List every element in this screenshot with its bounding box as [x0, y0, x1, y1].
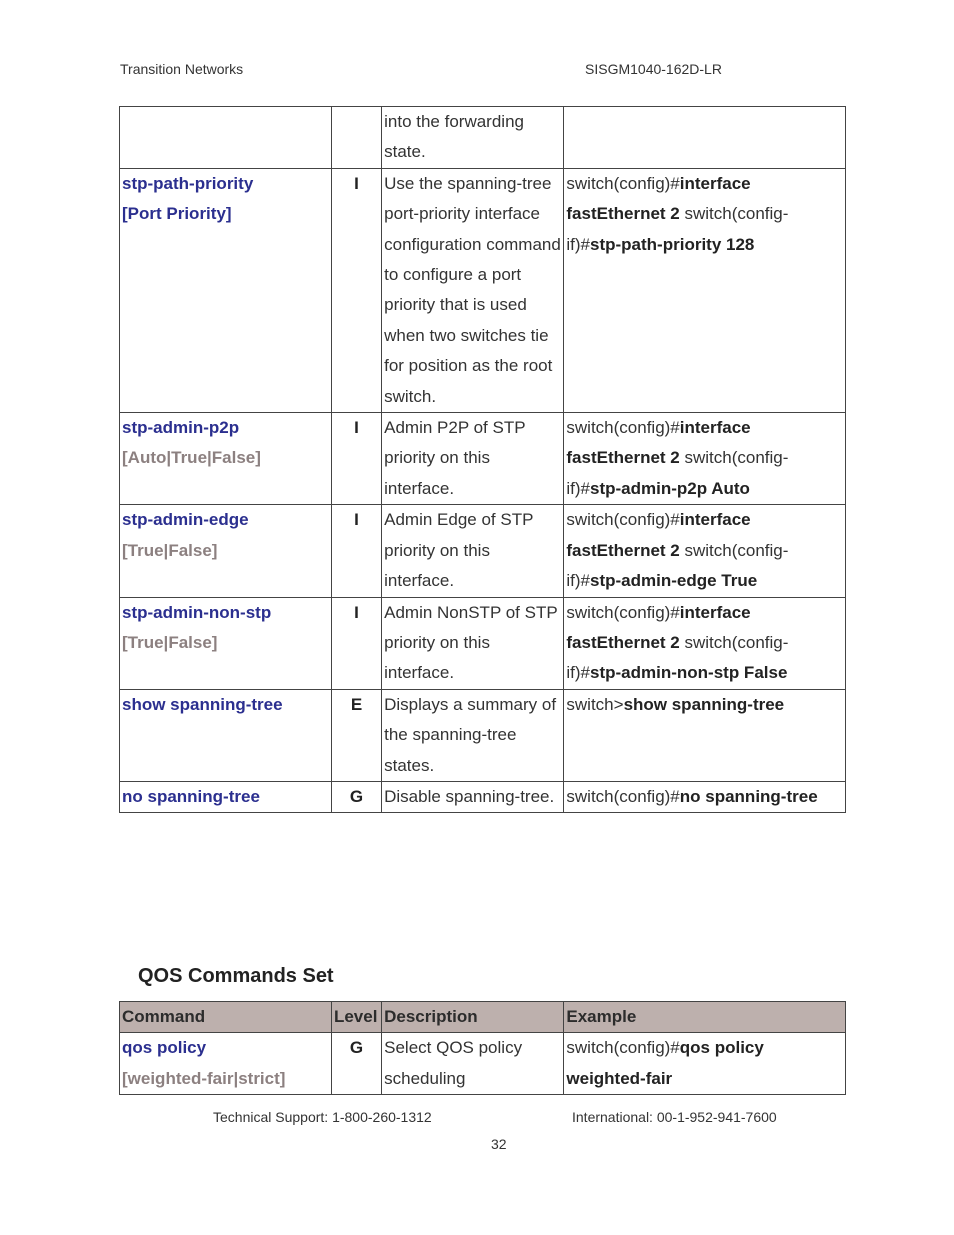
example-cell: [564, 781, 846, 812]
description-cell: Select QOS policy scheduling: [382, 1033, 564, 1095]
level-cell: E: [331, 689, 381, 781]
example-prefix: switch(config-if)#: [566, 540, 789, 591]
description-cell: Use the spanning-tree port-priority interface configuration command to configure a port priority that is used when two switches tie for position as the root switch.: [382, 168, 564, 412]
level-cell: [331, 107, 381, 169]
page-number: 32: [491, 1136, 507, 1152]
example-command: stp-path-priority 128: [590, 234, 755, 254]
level-cell: I: [331, 168, 381, 412]
command-param: [weighted-fair|strict]: [122, 1068, 286, 1088]
description-cell: Admin P2P of STP priority on this interface.: [382, 413, 564, 505]
description-cell: into the forwarding state.: [382, 107, 564, 169]
table-row: [120, 781, 846, 812]
column-header-example: Example: [564, 1002, 846, 1033]
header-model: SISGM1040-162D-LR: [585, 61, 722, 77]
table-row: [120, 1033, 846, 1095]
level-cell: I: [331, 505, 381, 597]
example-cell: [564, 689, 846, 781]
command-cell: [120, 107, 332, 169]
command-name: stp-admin-p2p: [122, 418, 240, 438]
header-company: Transition Networks: [120, 61, 244, 77]
example-prefix: switch(config-if)#: [566, 204, 789, 254]
example-prefix: switch(config-if)#: [566, 632, 789, 683]
description-cell: Displays a summary of the spanning-tree states.: [382, 689, 564, 781]
description-cell: Admin Edge of STP priority on this interface.: [382, 505, 564, 597]
description-cell: Disable spanning-tree.: [382, 781, 564, 812]
example-command: interface fastEthernet 2: [566, 418, 751, 468]
command-cell: [120, 413, 332, 505]
example-command: interface fastEthernet 2: [566, 602, 751, 652]
qos-commands-table: [119, 1001, 846, 1095]
command-name: show spanning-tree: [122, 694, 283, 714]
command-param: [True|False]: [122, 540, 218, 560]
table-row: [120, 689, 846, 781]
description-cell: Admin NonSTP of STP priority on this interface.: [382, 597, 564, 689]
command-cell: [120, 168, 332, 412]
example-command: stp-admin-non-stp False: [590, 663, 788, 683]
example-cell: [564, 1033, 846, 1095]
example-command: qos policy weighted-fair: [566, 1038, 764, 1088]
example-prefix: switch(config)#: [566, 418, 680, 438]
command-cell: [120, 597, 332, 689]
example-command: show spanning-tree: [623, 694, 785, 714]
example-command: interface fastEthernet 2: [566, 510, 751, 560]
table-row: [120, 597, 846, 689]
example-command: no spanning-tree: [679, 786, 818, 806]
table-header-row: [120, 1002, 846, 1033]
example-prefix: switch(config)#: [566, 786, 680, 806]
level-cell: G: [331, 781, 381, 812]
command-param: [Auto|True|False]: [122, 448, 261, 468]
command-name: stp-path-priority: [122, 173, 254, 193]
example-cell: [564, 597, 846, 689]
example-command: interface fastEthernet 2: [566, 173, 751, 224]
command-cell: [120, 689, 332, 781]
table-row: [120, 107, 846, 169]
command-name: stp-admin-non-stp: [122, 602, 272, 622]
table-row: [120, 505, 846, 597]
command-cell: [120, 505, 332, 597]
example-command: stp-admin-edge True: [590, 571, 758, 591]
example-prefix: switch(config)#: [566, 602, 680, 622]
example-prefix: switch>: [566, 694, 624, 714]
column-header-command: Command: [120, 1002, 332, 1033]
command-cell: [120, 1033, 332, 1095]
example-cell: [564, 107, 846, 169]
footer-international: International: 00-1-952-941-7600: [572, 1109, 777, 1125]
section-title: QOS Commands Set: [138, 965, 334, 987]
example-prefix: switch(config)#: [566, 173, 680, 193]
column-header-level: Level: [331, 1002, 381, 1033]
command-name: stp-admin-edge: [122, 510, 249, 530]
example-command: stp-admin-p2p Auto: [590, 478, 750, 498]
level-cell: I: [331, 413, 381, 505]
command-param: [Port Priority]: [122, 204, 232, 224]
stp-commands-table: [119, 106, 846, 813]
example-cell: [564, 168, 846, 412]
level-cell: I: [331, 597, 381, 689]
table-row: [120, 413, 846, 505]
example-cell: [564, 413, 846, 505]
example-cell: [564, 505, 846, 597]
table-row: [120, 168, 846, 412]
example-prefix: switch(config)#: [566, 510, 680, 530]
level-cell: G: [331, 1033, 381, 1095]
example-prefix: switch(config-if)#: [566, 448, 789, 498]
command-name: qos policy: [122, 1038, 207, 1058]
command-param: [True|False]: [122, 632, 218, 652]
command-name: no spanning-tree: [122, 786, 260, 806]
command-cell: [120, 781, 332, 812]
footer-support: Technical Support: 1-800-260-1312: [213, 1109, 432, 1125]
column-header-description: Description: [382, 1002, 564, 1033]
example-prefix: switch(config)#: [566, 1038, 680, 1058]
